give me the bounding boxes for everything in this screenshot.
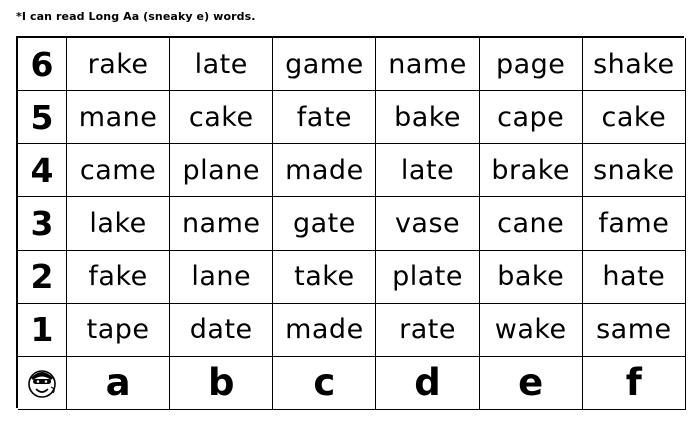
word-cell: game — [273, 38, 376, 91]
word-cell: bake — [376, 91, 479, 144]
word-cell: vase — [376, 197, 479, 250]
word-cell: fake — [67, 251, 170, 304]
word-cell: gate — [273, 197, 376, 250]
row-number: 6 — [18, 38, 67, 91]
word-cell: cape — [480, 91, 583, 144]
word-roll-grid — [16, 36, 684, 408]
column-label: e — [480, 357, 583, 410]
row-number: 4 — [18, 144, 67, 197]
row-number: 2 — [18, 251, 67, 304]
word-cell: lane — [170, 251, 273, 304]
word-cell: shake — [583, 38, 686, 91]
word-cell: made — [273, 304, 376, 357]
word-cell: tape — [67, 304, 170, 357]
word-cell: made — [273, 144, 376, 197]
column-label: d — [376, 357, 479, 410]
word-cell: rate — [376, 304, 479, 357]
word-cell: rake — [67, 38, 170, 91]
word-cell: fame — [583, 197, 686, 250]
word-cell: date — [170, 304, 273, 357]
column-label: c — [273, 357, 376, 410]
column-label: f — [583, 357, 686, 410]
row-number: 1 — [18, 304, 67, 357]
word-cell: hate — [583, 251, 686, 304]
word-cell: cane — [480, 197, 583, 250]
word-cell: mane — [67, 91, 170, 144]
word-cell: bake — [480, 251, 583, 304]
row-number: 3 — [18, 197, 67, 250]
word-cell: wake — [480, 304, 583, 357]
die-mascot-icon — [18, 357, 67, 410]
word-cell: name — [376, 38, 479, 91]
word-cell: fate — [273, 91, 376, 144]
word-cell: lake — [67, 197, 170, 250]
word-cell: came — [67, 144, 170, 197]
word-cell: page — [480, 38, 583, 91]
row-number: 5 — [18, 91, 67, 144]
word-cell: name — [170, 197, 273, 250]
worksheet-instruction: *I can read Long Aa (sneaky e) words. — [16, 10, 256, 23]
word-cell: cake — [583, 91, 686, 144]
word-cell: plate — [376, 251, 479, 304]
column-label: b — [170, 357, 273, 410]
word-cell: brake — [480, 144, 583, 197]
die-mascot-drawing — [25, 365, 59, 401]
word-cell: late — [376, 144, 479, 197]
word-cell: plane — [170, 144, 273, 197]
word-cell: cake — [170, 91, 273, 144]
word-cell: same — [583, 304, 686, 357]
word-cell: take — [273, 251, 376, 304]
column-label: a — [67, 357, 170, 410]
word-cell: snake — [583, 144, 686, 197]
word-cell: late — [170, 38, 273, 91]
